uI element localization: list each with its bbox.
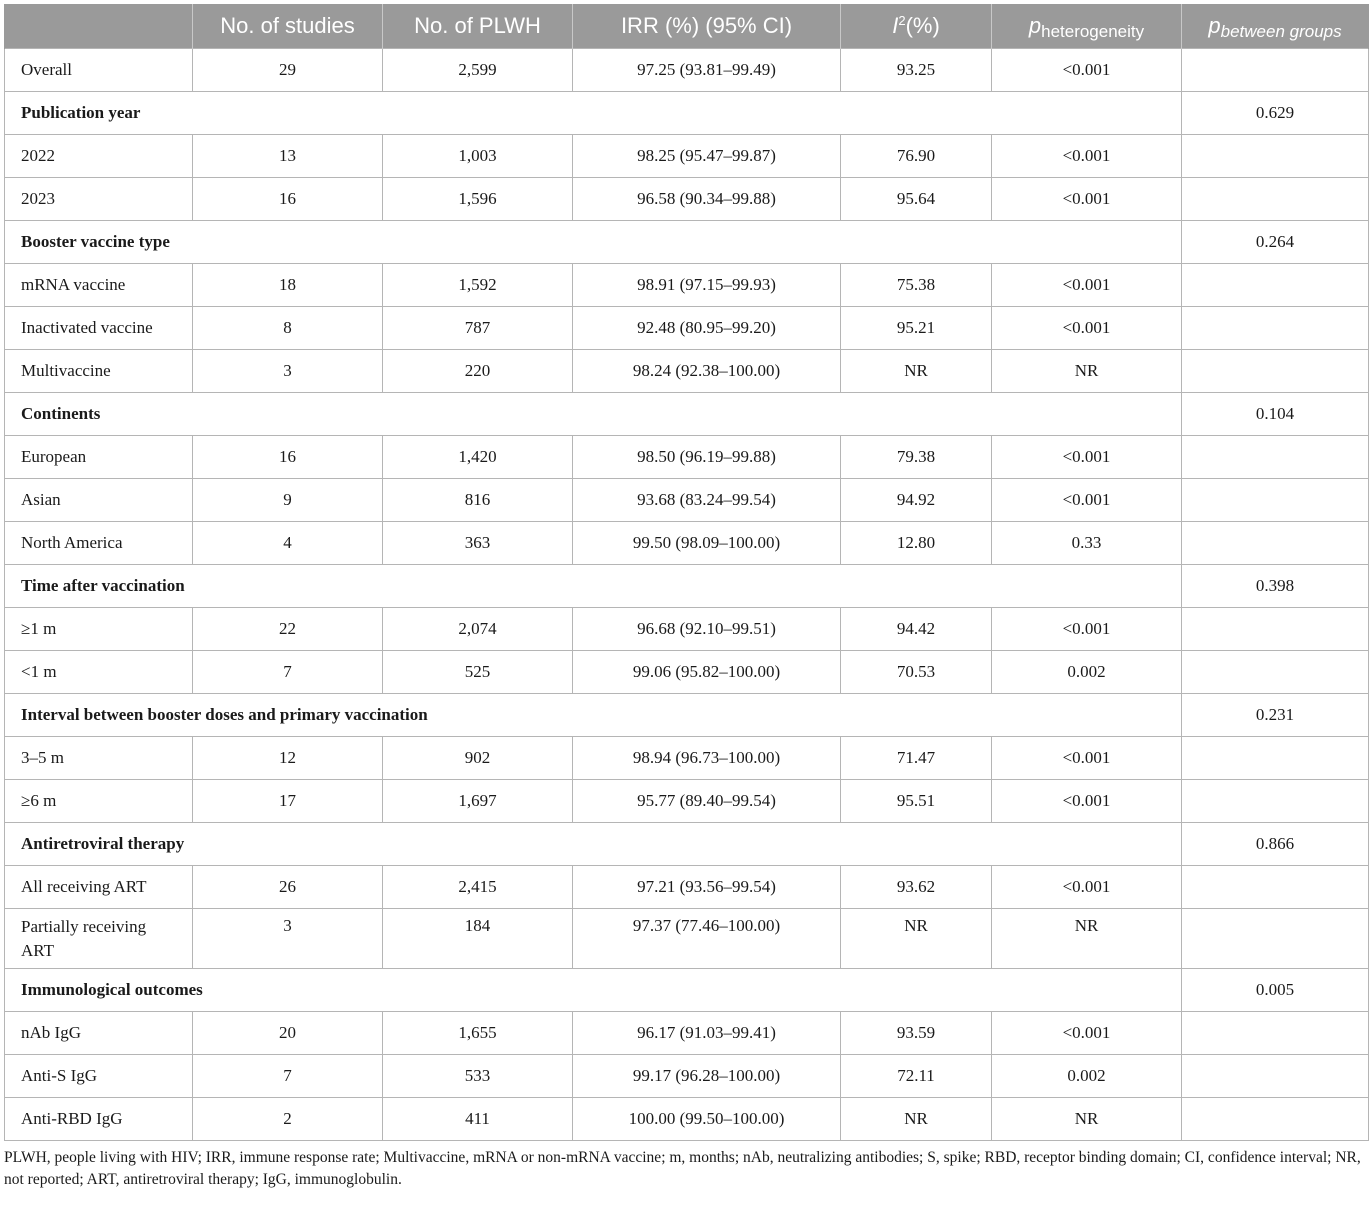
cell-studies: 29 (193, 49, 383, 92)
subgroup-analysis-table-container (4, 4, 1368, 1191)
table-row-group-header (5, 92, 1369, 135)
cell-p-heterogeneity: <0.001 (992, 264, 1182, 307)
table-row-group-header (5, 823, 1369, 866)
group-name: Interval between booster doses and primary vaccination (5, 694, 1182, 737)
cell-irr: 96.17 (91.03–99.41) (573, 1012, 841, 1055)
header-i-squared-superscript: 2 (898, 13, 906, 28)
cell-p-heterogeneity: <0.001 (992, 737, 1182, 780)
cell-p-heterogeneity: NR (992, 350, 1182, 393)
cell-p-between-groups: 0.629 (1182, 92, 1369, 135)
cell-studies: 7 (193, 1055, 383, 1098)
cell-p-between-groups-empty (1182, 350, 1369, 393)
header-p-heterogeneity (992, 4, 1182, 49)
cell-plwh: 184 (383, 909, 573, 969)
row-label: European (5, 436, 193, 479)
cell-irr: 98.91 (97.15–99.93) (573, 264, 841, 307)
cell-i-squared: 94.92 (841, 479, 992, 522)
cell-i-squared: 93.25 (841, 49, 992, 92)
cell-i-squared: 93.62 (841, 866, 992, 909)
cell-plwh: 2,599 (383, 49, 573, 92)
cell-plwh: 902 (383, 737, 573, 780)
cell-i-squared: 70.53 (841, 651, 992, 694)
cell-p-heterogeneity: <0.001 (992, 178, 1182, 221)
header-p-between-groups-symbol: p (1208, 13, 1221, 38)
cell-p-heterogeneity: <0.001 (992, 135, 1182, 178)
cell-irr: 96.68 (92.10–99.51) (573, 608, 841, 651)
cell-p-heterogeneity: NR (992, 1098, 1182, 1141)
table-row (5, 909, 1369, 969)
cell-irr: 97.21 (93.56–99.54) (573, 866, 841, 909)
row-label: 2022 (5, 135, 193, 178)
header-irr: IRR (%) (95% CI) (573, 4, 841, 49)
cell-p-between-groups-empty (1182, 307, 1369, 350)
group-name: Publication year (5, 92, 1182, 135)
cell-i-squared: 95.64 (841, 178, 992, 221)
cell-i-squared: 95.21 (841, 307, 992, 350)
cell-p-heterogeneity: <0.001 (992, 49, 1182, 92)
table-row (5, 436, 1369, 479)
cell-p-between-groups-empty (1182, 737, 1369, 780)
cell-irr: 98.94 (96.73–100.00) (573, 737, 841, 780)
cell-plwh: 1,655 (383, 1012, 573, 1055)
cell-p-between-groups-empty (1182, 1055, 1369, 1098)
table-row-group-header (5, 565, 1369, 608)
cell-p-heterogeneity: <0.001 (992, 608, 1182, 651)
table-row (5, 780, 1369, 823)
group-name: Time after vaccination (5, 565, 1182, 608)
cell-p-between-groups-empty (1182, 780, 1369, 823)
row-label: Asian (5, 479, 193, 522)
cell-irr: 98.24 (92.38–100.00) (573, 350, 841, 393)
header-i-squared-unit: (%) (905, 13, 940, 38)
row-label: <1 m (5, 651, 193, 694)
table-row (5, 1098, 1369, 1141)
cell-p-between-groups-empty (1182, 1012, 1369, 1055)
cell-i-squared: 75.38 (841, 264, 992, 307)
table-row (5, 608, 1369, 651)
group-name: Booster vaccine type (5, 221, 1182, 264)
table-body (5, 49, 1369, 1141)
cell-p-heterogeneity: 0.33 (992, 522, 1182, 565)
group-name: Continents (5, 393, 1182, 436)
cell-p-between-groups-empty (1182, 178, 1369, 221)
cell-i-squared: 76.90 (841, 135, 992, 178)
header-p-between-groups-subscript: between groups (1220, 22, 1342, 41)
cell-i-squared: 94.42 (841, 608, 992, 651)
cell-plwh: 1,420 (383, 436, 573, 479)
cell-irr: 97.37 (77.46–100.00) (573, 909, 841, 969)
cell-i-squared: 93.59 (841, 1012, 992, 1055)
cell-studies: 4 (193, 522, 383, 565)
cell-i-squared: NR (841, 1098, 992, 1141)
header-no-of-plwh: No. of PLWH (383, 4, 573, 49)
row-label: 3–5 m (5, 737, 193, 780)
cell-studies: 18 (193, 264, 383, 307)
cell-studies: 22 (193, 608, 383, 651)
row-label: Anti-RBD IgG (5, 1098, 193, 1141)
table-footnote: PLWH, people living with HIV; IRR, immune response rate; Multivaccine, mRNA or non-mRNA vaccine; m, months; nAb, neutralizing antibodies; S, spike; RBD, receptor binding domain; CI, confidence interval; NR, not reported; ART, antiretroviral therapy; IgG, immunoglobulin. (4, 1149, 1361, 1188)
row-label: Multivaccine (5, 350, 193, 393)
cell-p-heterogeneity: <0.001 (992, 436, 1182, 479)
cell-i-squared: 72.11 (841, 1055, 992, 1098)
cell-p-heterogeneity: <0.001 (992, 866, 1182, 909)
table-row (5, 651, 1369, 694)
cell-irr: 97.25 (93.81–99.49) (573, 49, 841, 92)
cell-irr: 95.77 (89.40–99.54) (573, 780, 841, 823)
row-label: All receiving ART (5, 866, 193, 909)
cell-studies: 3 (193, 909, 383, 969)
table-row (5, 135, 1369, 178)
table-row (5, 264, 1369, 307)
cell-plwh: 1,003 (383, 135, 573, 178)
cell-irr: 98.50 (96.19–99.88) (573, 436, 841, 479)
row-label: ≥6 m (5, 780, 193, 823)
group-name: Immunological outcomes (5, 969, 1182, 1012)
cell-p-between-groups-empty (1182, 866, 1369, 909)
cell-irr: 99.06 (95.82–100.00) (573, 651, 841, 694)
cell-p-between-groups-empty (1182, 135, 1369, 178)
header-i-squared (841, 4, 992, 49)
cell-p-between-groups: 0.264 (1182, 221, 1369, 264)
cell-i-squared: NR (841, 909, 992, 969)
table-row-group-header (5, 694, 1369, 737)
cell-p-between-groups-empty (1182, 264, 1369, 307)
header-label-column (5, 4, 193, 49)
row-label: ≥1 m (5, 608, 193, 651)
row-label: nAb IgG (5, 1012, 193, 1055)
row-label: Anti-S IgG (5, 1055, 193, 1098)
cell-plwh: 533 (383, 1055, 573, 1098)
cell-studies: 26 (193, 866, 383, 909)
cell-irr: 99.17 (96.28–100.00) (573, 1055, 841, 1098)
cell-studies: 8 (193, 307, 383, 350)
cell-i-squared: 95.51 (841, 780, 992, 823)
cell-irr: 93.68 (83.24–99.54) (573, 479, 841, 522)
cell-studies: 16 (193, 436, 383, 479)
table-row (5, 737, 1369, 780)
cell-plwh: 220 (383, 350, 573, 393)
table-row-group-header (5, 969, 1369, 1012)
table-row-group-header (5, 221, 1369, 264)
cell-studies: 9 (193, 479, 383, 522)
cell-plwh: 2,074 (383, 608, 573, 651)
row-label: North America (5, 522, 193, 565)
cell-studies: 16 (193, 178, 383, 221)
table-row-overall (5, 49, 1369, 92)
header-i-squared-symbol: I (892, 13, 899, 38)
cell-i-squared: NR (841, 350, 992, 393)
row-label: Overall (5, 49, 193, 92)
cell-p-between-groups: 0.005 (1182, 969, 1369, 1012)
group-name: Antiretroviral therapy (5, 823, 1182, 866)
cell-p-between-groups-empty (1182, 651, 1369, 694)
cell-studies: 7 (193, 651, 383, 694)
row-label: mRNA vaccine (5, 264, 193, 307)
cell-p-heterogeneity: <0.001 (992, 780, 1182, 823)
cell-p-between-groups: 0.104 (1182, 393, 1369, 436)
cell-p-heterogeneity: 0.002 (992, 651, 1182, 694)
cell-studies: 17 (193, 780, 383, 823)
cell-plwh: 525 (383, 651, 573, 694)
cell-plwh: 2,415 (383, 866, 573, 909)
table-row (5, 307, 1369, 350)
cell-p-between-groups-empty (1182, 608, 1369, 651)
table-row (5, 866, 1369, 909)
cell-p-between-groups-empty (1182, 479, 1369, 522)
cell-studies: 20 (193, 1012, 383, 1055)
cell-p-heterogeneity: <0.001 (992, 479, 1182, 522)
cell-plwh: 787 (383, 307, 573, 350)
cell-p-heterogeneity: <0.001 (992, 1012, 1182, 1055)
table-header-row (5, 4, 1369, 49)
header-no-of-studies: No. of studies (193, 4, 383, 49)
cell-i-squared: 12.80 (841, 522, 992, 565)
cell-p-between-groups (1182, 49, 1369, 92)
table-row (5, 522, 1369, 565)
row-label: Partially receiving ART (5, 909, 193, 969)
cell-p-between-groups-empty (1182, 522, 1369, 565)
cell-p-heterogeneity: <0.001 (992, 307, 1182, 350)
cell-studies: 12 (193, 737, 383, 780)
cell-studies: 13 (193, 135, 383, 178)
cell-plwh: 411 (383, 1098, 573, 1141)
cell-p-between-groups-empty (1182, 909, 1369, 969)
cell-studies: 3 (193, 350, 383, 393)
subgroup-analysis-table (4, 4, 1369, 1141)
cell-i-squared: 79.38 (841, 436, 992, 479)
cell-plwh: 1,592 (383, 264, 573, 307)
cell-p-between-groups-empty (1182, 436, 1369, 479)
row-label: 2023 (5, 178, 193, 221)
cell-p-between-groups: 0.398 (1182, 565, 1369, 608)
cell-studies: 2 (193, 1098, 383, 1141)
table-row-group-header (5, 393, 1369, 436)
header-p-between-groups (1182, 4, 1369, 49)
header-p-heterogeneity-subscript: heterogeneity (1041, 22, 1145, 41)
row-label: Inactivated vaccine (5, 307, 193, 350)
table-row (5, 1055, 1369, 1098)
cell-i-squared: 71.47 (841, 737, 992, 780)
cell-plwh: 816 (383, 479, 573, 522)
cell-plwh: 1,697 (383, 780, 573, 823)
cell-p-heterogeneity: NR (992, 909, 1182, 969)
cell-p-between-groups: 0.231 (1182, 694, 1369, 737)
cell-irr: 92.48 (80.95–99.20) (573, 307, 841, 350)
cell-plwh: 1,596 (383, 178, 573, 221)
cell-irr: 98.25 (95.47–99.87) (573, 135, 841, 178)
cell-p-between-groups-empty (1182, 1098, 1369, 1141)
cell-irr: 99.50 (98.09–100.00) (573, 522, 841, 565)
table-row (5, 178, 1369, 221)
cell-p-between-groups: 0.866 (1182, 823, 1369, 866)
cell-irr: 96.58 (90.34–99.88) (573, 178, 841, 221)
cell-p-heterogeneity: 0.002 (992, 1055, 1182, 1098)
table-row (5, 350, 1369, 393)
cell-irr: 100.00 (99.50–100.00) (573, 1098, 841, 1141)
table-row (5, 1012, 1369, 1055)
table-row (5, 479, 1369, 522)
header-p-heterogeneity-symbol: p (1028, 13, 1042, 38)
cell-plwh: 363 (383, 522, 573, 565)
